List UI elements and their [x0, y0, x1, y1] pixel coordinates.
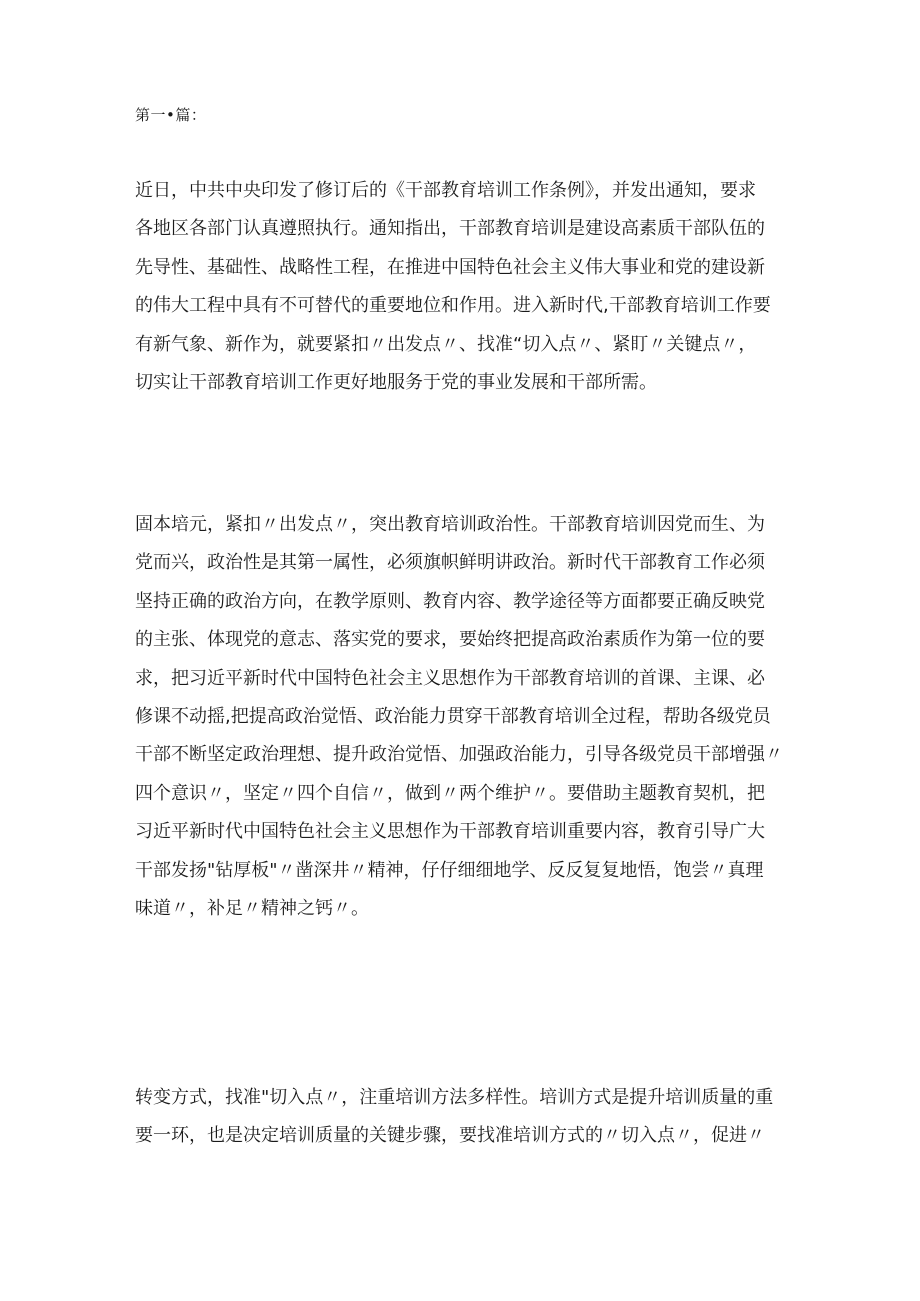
paragraph-intro: 近日，中共中央印发了修订后的《干部教育培训工作条例》，并发出通知，要求 各地区各部门认真遵照执行。通知指出，干部教育培训是建设高素质干部队伍的 先导性、基础性、战略性工程，在推进中国特色社会主义伟大事业和党的建设新 的伟大工程中具有不可替代的重要地位和作用。进入新时代,干部教育培训工作要 有新气象、新作为，就要紧扣〃出发点〃、找准“切入点〃、紧盯〃关键点〃， 切实让干部教育培训工作更好地服务于党的事业发展和干部所需。 [135, 180, 771, 394]
section-heading: 第一•篇： [135, 106, 207, 124]
paragraph-methods: 转变方式，找准"切入点〃，注重培训方法多样性。培训方式是提升培训质量的重 要一环，也是决定培训质量的关键步骤，要找准培训方式的〃切入点〃，促进〃 [135, 1087, 774, 1147]
paragraph-political: 固本培元，紧扣〃出发点〃，突出教育培训政治性。干部教育培训因党而生、为 党而兴，政治性是其第一属性，必须旗帜鲜明讲政治。新时代干部教育工作必须 坚持正确的政治方向，在教学原则、教育内容、教学途径等方面都要正确反映党 的主张、体现党的意志、落实党的要求，要始终把提高政治素质作为第一位的要 求，把习近平新时代中国特色社会主义思想作为干部教育培训的首课、主课、必 修课不动摇,把提高政治觉悟、政治能力贯穿干部教育培训全过程，帮助各级党员 干部不断坚定政治理想、提升政治觉悟、加强政治能力，引导各级党员干部增强〃 四个意识〃，坚定〃四个自信〃，做到〃两个维护〃。要借助主题教育契机，把 习近平新时代中国特色社会主义思想作为干部教育培训重要内容，教育引导广大 干部发扬"钻厚板"〃凿深井〃精神，仔仔细细地学、反反复复地悟，饱尝〃真理 味道〃，补足〃精神之钙〃。 [135, 514, 783, 920]
